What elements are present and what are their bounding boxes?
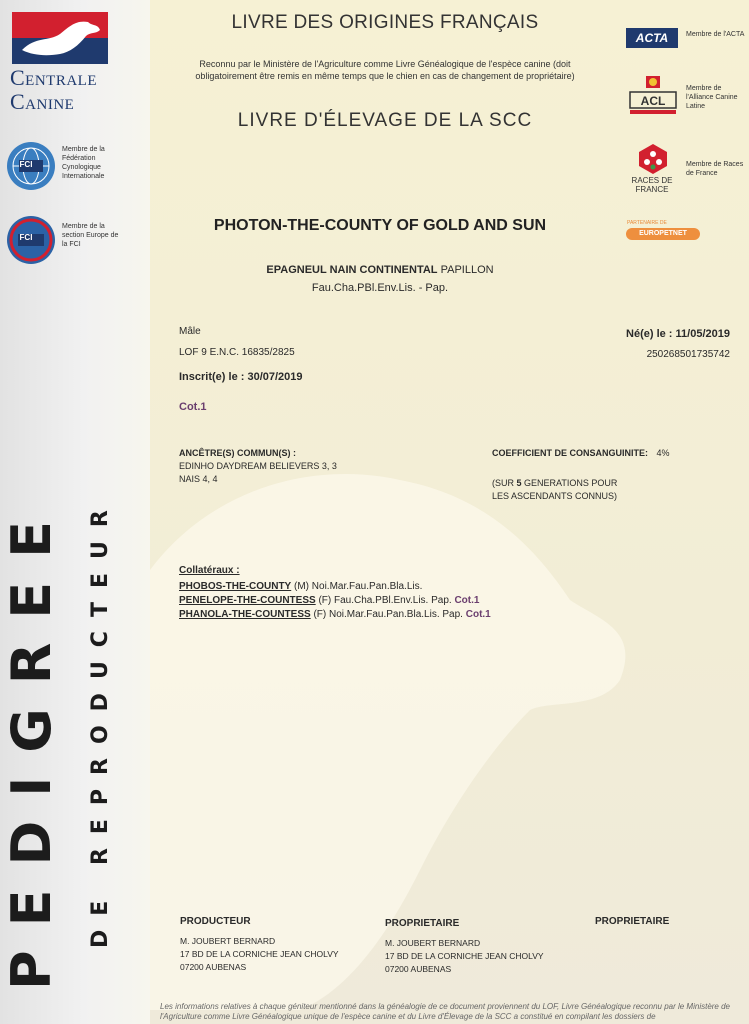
producer-heading: PRODUCTEUR [180, 916, 251, 927]
collateral-cotation: Cot.1 [454, 595, 480, 606]
races-de-france-member-label: Membre de Races de France [686, 161, 744, 177]
consanguinity-value: 4% [656, 448, 670, 458]
common-ancestors-heading: ANCÊTRE(S) COMMUN(S) : [179, 448, 296, 458]
owner-name: M. JOUBERT BERNARD [385, 938, 481, 948]
collateral-name: PHANOLA-THE-COUNTESS [179, 609, 311, 620]
fci-europe-member-label: Membre de la section Europe de la FCI [62, 223, 119, 248]
registration-label: Inscrit(e) le : [179, 371, 245, 383]
fci-member-label: Membre de la Fédération Cynologique Internationale [62, 146, 105, 180]
owner-heading: PROPRIETAIRE [385, 918, 460, 929]
birth-date [560, 327, 730, 341]
owner-block [385, 918, 544, 976]
acl-logo-icon [628, 76, 678, 118]
common-ancestor-item: NAIS 4, 4 [179, 474, 218, 484]
acta-member-label: Membre de l'ACTA [686, 31, 745, 38]
collateral-row [179, 594, 491, 608]
registration-value: 30/07/2019 [247, 371, 303, 383]
sex: Mâle [179, 326, 201, 337]
lof-number: LOF 9 E.N.C. 16835/2825 [179, 347, 295, 358]
collateral-row [179, 580, 491, 594]
acta-logo-icon: ACTA [626, 28, 678, 48]
reproducteur-vertical-subtitle: DE REPRODUCTEUR [88, 496, 113, 948]
collateral-details: (F) Noi.Mar.Fau.Pan.Bla.Lis. Pap. [310, 609, 466, 620]
birth-value: 11/05/2019 [675, 328, 730, 340]
common-ancestors [179, 447, 337, 486]
brand-line-1: Centrale [10, 65, 97, 90]
owner-street: 17 BD DE LA CORNICHE JEAN CHOLVY [385, 951, 544, 961]
microchip-number: 250268501735742 [646, 349, 730, 360]
breed [170, 264, 590, 276]
pedigree-vertical-title: PEDIGREE [0, 496, 63, 990]
brand-line-2: Canine [10, 89, 75, 114]
breed-variety: PAPILLON [440, 264, 494, 276]
producer-city: 07200 AUBENAS [180, 962, 247, 972]
registration-date [179, 370, 303, 384]
fci-europe-logo-text: FCI [19, 233, 33, 242]
europetnet-logo-icon: EUROPETNET [626, 228, 700, 240]
owner2-block [595, 916, 669, 935]
consanguinity-note-pre: (SUR [492, 478, 517, 488]
consanguinity-label: COEFFICIENT DE CONSANGUINITE: [492, 448, 649, 458]
producer-street: 17 BD DE LA CORNICHE JEAN CHOLVY [180, 949, 339, 959]
collateral-cotation: Cot.1 [465, 609, 491, 620]
consanguinity-generations: 5 [516, 478, 522, 488]
cotation: Cot.1 [179, 401, 207, 413]
centrale-canine-name [10, 66, 120, 114]
races-de-france-logo-icon [636, 142, 670, 176]
producer-name: M. JOUBERT BERNARD [180, 936, 276, 946]
collateral-name: PHOBOS-THE-COUNTY [179, 581, 292, 592]
collaterals-heading: Collatéraux : [179, 565, 240, 576]
consanguinity-note [492, 477, 617, 503]
collaterals [179, 564, 491, 622]
europetnet-partner-label: PARTENAIRE DE [627, 220, 667, 226]
owner-city: 07200 AUBENAS [385, 964, 452, 974]
owner2-heading: PROPRIETAIRE [595, 916, 670, 927]
fci-logo-text: FCI [19, 160, 33, 169]
page-title: LIVRE DES ORIGINES FRANÇAIS [231, 12, 539, 33]
coat-colors: Fau.Cha.PBl.Env.Lis. - Pap. [311, 282, 449, 294]
recognition-notice: Reconnu par le Ministère de l'Agriculture comme Livre Généalogique de l'espèce canine (doit obligatoirement être remis en même temps que le chien en cas de changement de propriétaire) [195, 59, 575, 81]
consanguinity-note-line2: LES ASCENDANTS CONNUS) [492, 491, 618, 501]
birth-label: Né(e) le : [626, 328, 673, 340]
producer-block [180, 916, 339, 974]
races-de-france-logo-text: RACES DE FRANCE [631, 176, 673, 194]
dog-name: PHOTON-THE-COUNTY OF GOLD AND SUN [213, 217, 547, 234]
svg-text:ACL: ACL [640, 94, 666, 108]
footer-disclaimer: Les informations relatives à chaque géniteur mentionné dans la généalogie de ce document proviennent du LOF, Livre Généalogique reconnu par le Ministère de l'Agriculture comme Livre Généalogique unique de l'espèce canine et du Livre d'Élevage de la SCC a constitué en compilant les dossiers de [160, 1002, 730, 1021]
collateral-details: (M) Noi.Mar.Fau.Pan.Bla.Lis. [291, 581, 423, 592]
common-ancestor-item: EDINHO DAYDREAM BELIEVERS 3, 3 [179, 461, 337, 471]
centrale-canine-logo-icon [12, 12, 108, 64]
breed-name: EPAGNEUL NAIN CONTINENTAL [266, 264, 438, 276]
collateral-name: PENELOPE-THE-COUNTESS [179, 595, 316, 606]
collateral-details: (F) Fau.Cha.PBl.Env.Lis. Pap. [315, 595, 455, 606]
consanguinity-coefficient [492, 447, 670, 460]
acl-member-label: Membre de l'Alliance Canine Latine [686, 85, 738, 110]
scc-title: LIVRE D'ÉLEVAGE DE LA SCC [237, 110, 533, 131]
collateral-row [179, 608, 491, 622]
consanguinity-note-post: GENERATIONS POUR [521, 478, 618, 488]
